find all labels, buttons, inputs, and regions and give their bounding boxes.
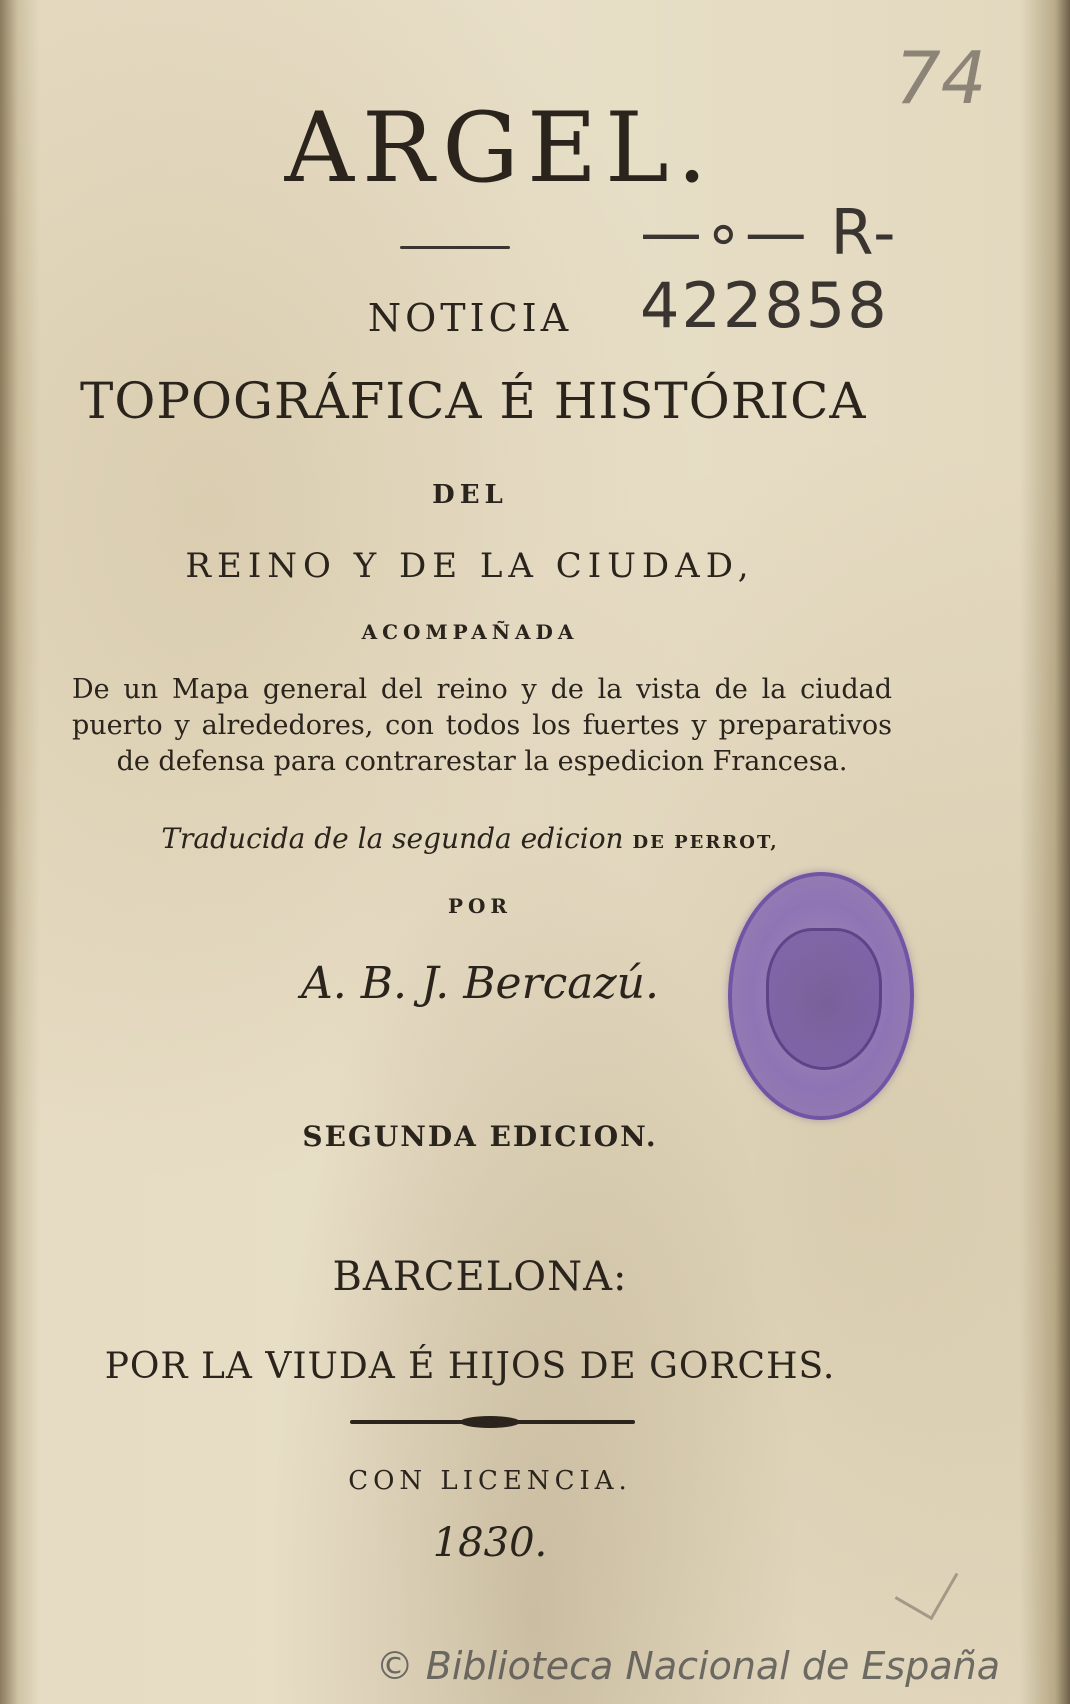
subtitle-acompanada: ACOMPAÑADA (361, 620, 579, 644)
translation-smallcaps: DE PERROT, (632, 832, 779, 853)
license-statement: CON LICENCIA. (348, 1466, 632, 1496)
subtitle-noticia: NOTICIA (367, 296, 573, 340)
subtitle-reino: REINO Y DE LA CIUDAD, (185, 546, 755, 586)
copyright-watermark: © Biblioteca Nacional de España (375, 1644, 1000, 1688)
subtitle-topografica: TOPOGRÁFICA É HISTÓRICA (80, 372, 867, 430)
subtitle-del: DEL (432, 480, 508, 510)
shelfmark-flourish (400, 246, 510, 249)
translation-line (0, 822, 940, 855)
book-title: ARGEL. (284, 92, 716, 204)
edition-statement: SEGUNDA EDICION. (302, 1120, 658, 1153)
imprint-city: BARCELONA: (332, 1254, 628, 1300)
stamp-coat-of-arms-icon (766, 928, 882, 1070)
translation-italic: Traducida de la segunda edicion (161, 822, 624, 855)
imprint-printer: POR LA VIUDA É HIJOS DE GORCHS. (104, 1346, 836, 1387)
by-line: POR (447, 894, 513, 918)
description-paragraph: De un Mapa general del reino y de la vista de la ciudad puerto y alrededores, con todos los fuertes y preparativos de defensa para contrarestar la espedicion Francesa. (72, 674, 892, 777)
folio-handwritten-mark: 74 (895, 36, 987, 120)
author-name: A. B. J. Bercazú. (300, 958, 660, 1009)
publication-year: 1830. (432, 1520, 548, 1566)
shelfmark: —∘— R-422858 (640, 196, 898, 342)
ornamental-rule (350, 1420, 635, 1424)
library-stamp (728, 872, 914, 1120)
